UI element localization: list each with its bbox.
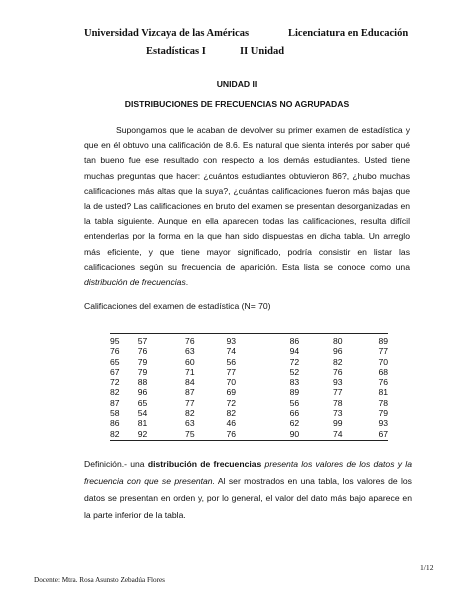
- table-cell: 79: [137, 366, 148, 377]
- table-cell: 75: [185, 428, 195, 439]
- table-cell: 86: [110, 418, 120, 429]
- table-cell: 87: [185, 387, 195, 398]
- definition-paragraph: [84, 456, 412, 524]
- table-cell: 95: [110, 336, 120, 346]
- table-cell: 89: [378, 336, 388, 346]
- table-cell: 78: [378, 397, 388, 408]
- table-cell: 60: [185, 356, 195, 367]
- table-cell: 83: [289, 377, 300, 388]
- table-cell: 72: [226, 397, 237, 408]
- table-cell: 87: [110, 397, 120, 408]
- header-university: Universidad Vizcaya de las Américas: [84, 28, 250, 39]
- table-row: [110, 408, 388, 418]
- definition-italic: presenta los valores de los datos y la frecuencia con que se presentan.: [84, 459, 412, 486]
- table-cell: 76: [226, 428, 237, 439]
- unit-title: UNIDAD II: [216, 79, 258, 89]
- table-row: [110, 346, 388, 356]
- table-cell: 54: [137, 408, 148, 419]
- table-cell: 90: [289, 428, 300, 439]
- table-cell: 57: [137, 336, 148, 346]
- table-cell: 72: [289, 356, 300, 367]
- grades-table: [110, 333, 388, 441]
- table-cell: 78: [333, 397, 343, 408]
- table-cell: 52: [289, 366, 300, 377]
- table-cell: 93: [333, 377, 343, 388]
- table-cell: 99: [333, 418, 343, 429]
- table-cell: 73: [333, 408, 343, 419]
- table-cell: 93: [378, 418, 388, 429]
- definition-term: distribución de frecuencias: [147, 459, 262, 469]
- table-cell: 82: [333, 356, 343, 367]
- table-cell: 67: [110, 366, 120, 377]
- table-row: [110, 387, 388, 397]
- table-cell: 82: [110, 428, 120, 439]
- header-program: Licenciatura en Educación: [288, 28, 409, 39]
- table-cell: 88: [137, 377, 148, 388]
- table-row: [110, 418, 388, 428]
- table-cell: 72: [110, 377, 120, 388]
- table-cell: 70: [378, 356, 388, 367]
- table-cell: 70: [226, 377, 237, 388]
- table-cell: 58: [110, 408, 120, 419]
- intro-end: .: [185, 277, 189, 288]
- table-cell: 76: [185, 336, 195, 346]
- table-cell: 77: [378, 346, 388, 357]
- definition-label: Definición.- una: [84, 459, 148, 469]
- table-cell: 89: [289, 387, 300, 398]
- table-cell: 68: [378, 366, 388, 377]
- table-cell: 63: [185, 418, 195, 429]
- table-cell: 69: [226, 387, 237, 398]
- definition-rest: Al ser mostrados en una tabla, los valores de los datos se presentan en orden y, por lo general, el valor del dato más bajo aparece en la parte inferior de la tabla.: [84, 476, 412, 520]
- table-row: [110, 357, 388, 367]
- header-unit: II Unidad: [240, 46, 285, 57]
- table-cell: 86: [289, 336, 300, 346]
- table-cell: 76: [333, 366, 343, 377]
- table-cell: 56: [226, 356, 237, 367]
- table-row: [110, 377, 388, 387]
- table-cell: 66: [289, 408, 300, 419]
- table-cell: 79: [378, 408, 388, 419]
- table-cell: 77: [185, 397, 195, 408]
- table-cell: 56: [289, 397, 300, 408]
- table-cell: 81: [137, 418, 148, 429]
- table-cell: 79: [137, 356, 148, 367]
- intro-paragraph: [84, 123, 410, 290]
- table-cell: 74: [333, 428, 343, 439]
- table-cell: 82: [185, 408, 195, 419]
- table-cell: 71: [185, 366, 195, 377]
- intro-text: Supongamos que le acaban de devolver su primer examen de estadística y que en él obtuvo una calificación de 8.6. Es natural que sienta interés por saber qué tan bueno fue ese resultado con respecto a los demás estudiantes. Usted tiene muchas preguntas que hacer: ¿cuántos estudiantes obtuvieron 86?, ¿hubo muchas calificaciones más altas que la suya?, ¿cuántas calificaciones fueron más bajas que la de usted? Las calificaciones en bruto del examen se presentan desorganizadas en la tabla siguiente. Aunque en ella aparecen todas las calificaciones, resulta difícil entenderlas por la forma en la que han sido dispuestas en dicha tabla. Un arreglo más eficiente, y que tiene mayor significado, podría consistir en listar las calificaciones según su frecuencia de aparición. Esta lista se conoce como una: [84, 125, 410, 272]
- table-row: [110, 334, 388, 347]
- table-cell: 46: [226, 418, 237, 429]
- table-cell: 62: [289, 418, 300, 429]
- table-cell: 65: [137, 397, 148, 408]
- table-cell: 96: [137, 387, 148, 398]
- table-cell: 76: [137, 346, 148, 357]
- teacher-credit: Docente: Mtra. Rosa Asunsto Zebadúa Flores: [34, 576, 165, 584]
- table-cell: 67: [378, 428, 388, 439]
- table-cell: 80: [333, 336, 343, 346]
- table-row: [110, 398, 388, 408]
- table-cell: 94: [289, 346, 300, 357]
- table-cell: 96: [333, 346, 343, 357]
- table-cell: 76: [110, 346, 120, 357]
- grades-table-body: [110, 334, 388, 441]
- table-cell: 65: [110, 356, 120, 367]
- header-subject: Estadísticas I: [146, 46, 206, 57]
- table-cell: 77: [226, 366, 237, 377]
- table-row: [110, 429, 388, 441]
- page-number: 1/12: [420, 563, 434, 572]
- table-cell: 92: [137, 428, 148, 439]
- table-cell: 81: [378, 387, 388, 398]
- table-row: [110, 367, 388, 377]
- topic-title: DISTRIBUCIONES DE FRECUENCIAS NO AGRUPADAS: [124, 99, 350, 109]
- table-cell: 93: [226, 336, 237, 346]
- table-cell: 84: [185, 377, 195, 388]
- table-cell: 82: [110, 387, 120, 398]
- table-cell: 63: [185, 346, 195, 357]
- table-cell: 82: [226, 408, 237, 419]
- table-cell: 74: [226, 346, 237, 357]
- table-caption: Calificaciones del examen de estadística (N= 70): [84, 301, 271, 311]
- table-cell: 77: [333, 387, 343, 398]
- table-cell: 76: [378, 377, 388, 388]
- intro-emphasis: distribución de frecuencias: [84, 277, 186, 288]
